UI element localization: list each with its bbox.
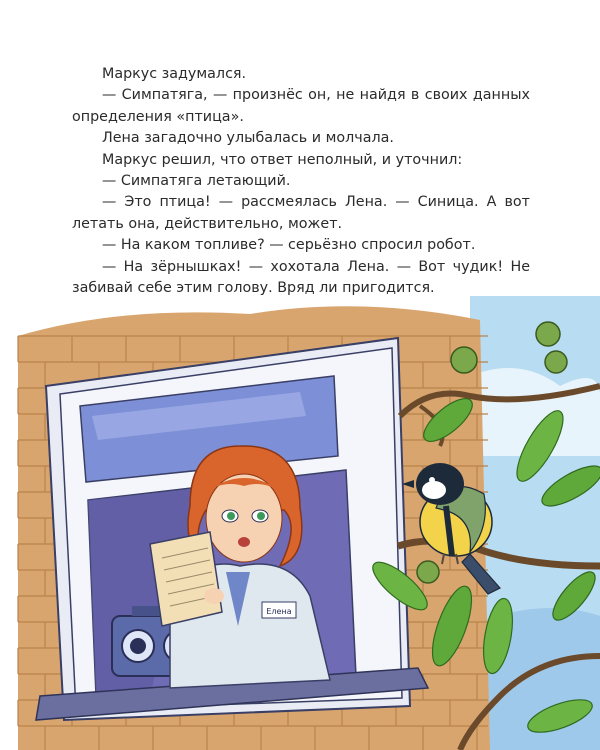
clipboard xyxy=(150,532,222,626)
seed-pod xyxy=(417,561,439,583)
paragraph: — Это птица! — рассмеялась Лена. — Синица. А вот летать она, действительно, может. xyxy=(72,194,530,232)
paragraph: Маркус задумался. xyxy=(102,66,247,82)
paragraph: Лена загадочно улыбалась и молчала. xyxy=(102,130,394,147)
name-badge-text: Елена xyxy=(266,607,292,616)
paragraph: — На каком топливе? — серьёзно спросил робот. xyxy=(102,237,476,254)
paragraph: — Симпатяга, — произнёс он, не найдя в своих данных определения «птица». xyxy=(72,87,530,125)
illustration xyxy=(0,296,600,750)
seed-pod xyxy=(536,322,560,346)
paragraph: — Симпатяга летающий. xyxy=(102,173,291,190)
seed-pod xyxy=(545,351,567,373)
paragraph: Маркус решил, что ответ неполный, и уточнил: xyxy=(102,151,463,168)
paragraph: — На зёрнышках! — хохотала Лена. — Вот чудик! Не забивай себе этим голову. Вряд ли пригодится. xyxy=(72,258,530,297)
seed-pod xyxy=(451,347,477,373)
story-text xyxy=(72,64,530,299)
